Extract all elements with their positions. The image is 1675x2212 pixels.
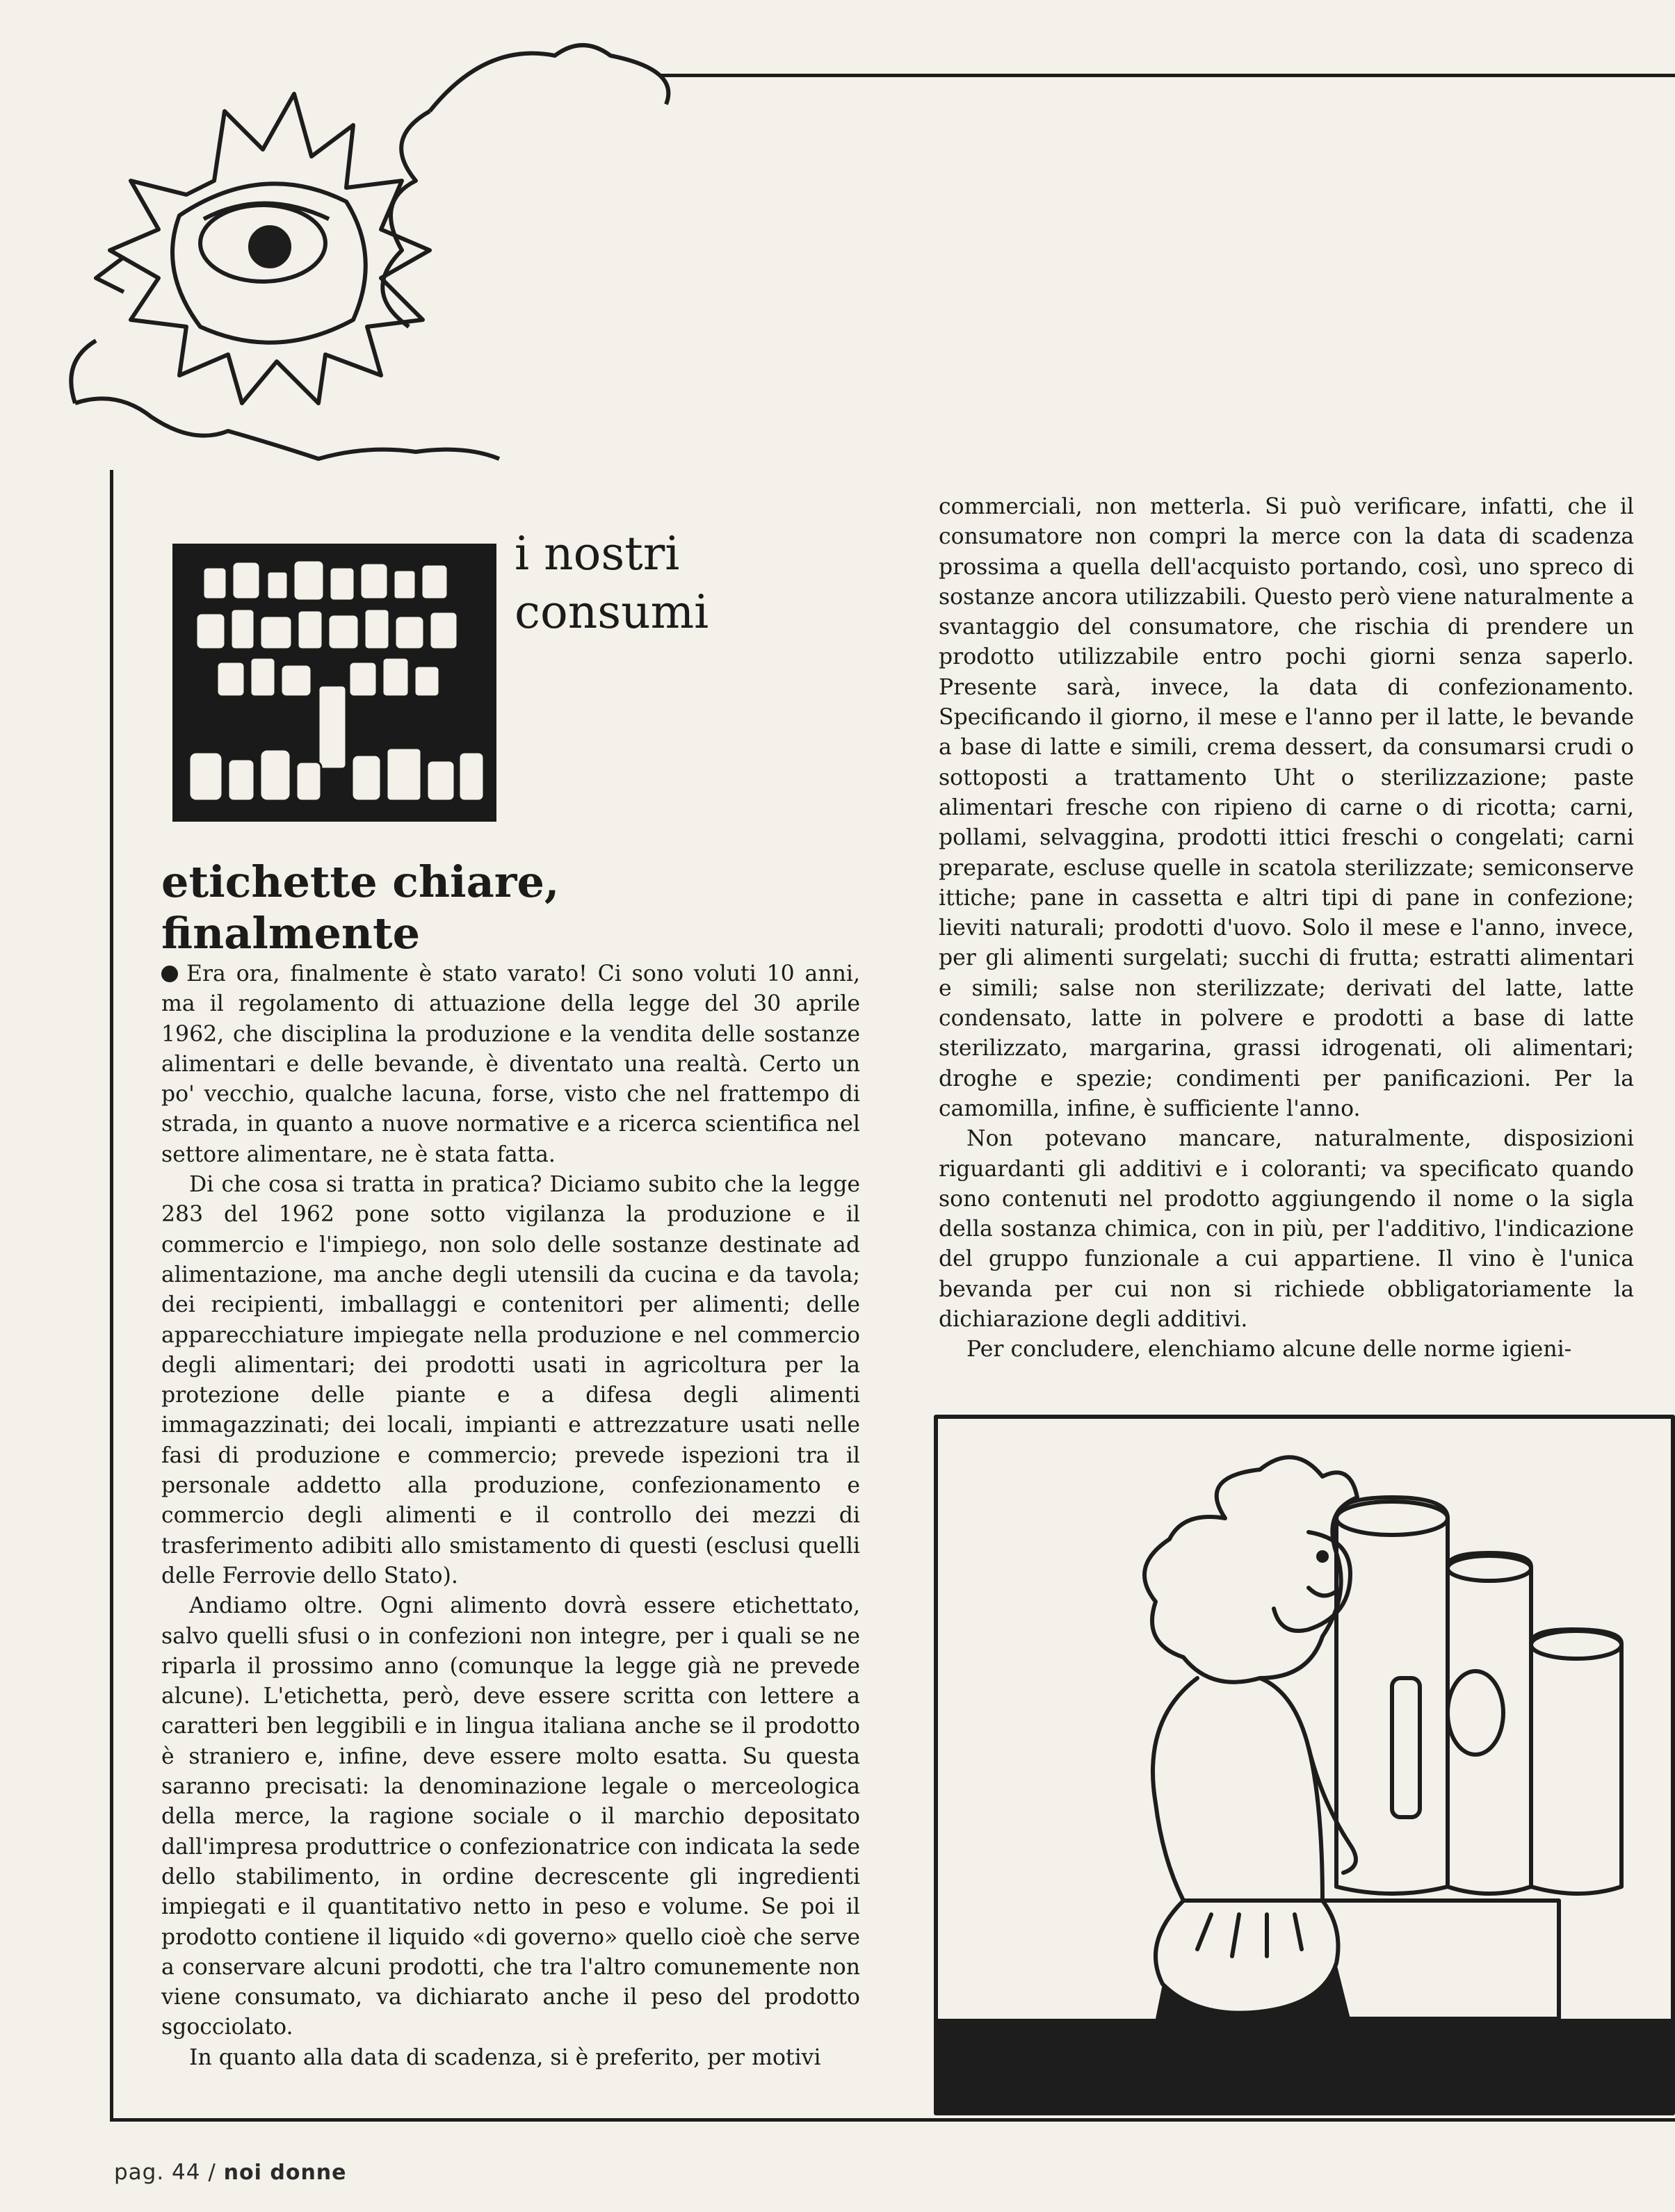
section-label-line: consumi — [515, 585, 709, 639]
paragraph: Di che cosa si tratta in pratica? Diciamo subito che la legge 283 del 1962 pone sotto vigilanza la produzione e il commercio e l'impiego, non solo delle sostanze destinate ad alimentazione, ma anche degli utensili da cucina e da tavola; dei recipienti, imballaggi e contenitori per alimenti; delle apparecchiature impiegate nella produzione e nel commercio degli alimentari; dei prodotti usati in agricoltura per la protezione delle piante e a difesa degli alimenti immagazzinati; dei locali, impianti e attrezzature usati nelle fasi di produzione e commercio; prevede ispezioni tra il personale addetto alla produzione, confezionamento e commercio degli alimenti e il controllo dei mezzi di trasferimento adibiti allo smistamento di questi (esclusi quelli delle Ferrovie dello Stato). — [161, 1172, 860, 1588]
bullet-icon — [161, 966, 178, 982]
left-column — [161, 959, 860, 2073]
woman-with-jars-illustration — [933, 1414, 1675, 2116]
top-rule — [661, 74, 1675, 77]
paragraph: In quanto alla data di scadenza, si è preferito, per motivi — [189, 2044, 821, 2070]
paragraph — [161, 959, 860, 1170]
headline-line: finalmente — [161, 908, 421, 959]
page-number: pag. 44 / — [114, 2160, 216, 2185]
section-label-line: i nostri — [515, 527, 680, 580]
headline-line: etichette chiare, — [161, 856, 560, 907]
magazine-logo: noi donne — [223, 2161, 347, 2185]
paragraph: commerciali, non metterla. Si può verificare, infatti, che il consumatore non compri la merce con la data di scadenza prossima a quella dell'acquisto portando, così, uno spreco di sostanze ancora utilizzabili. Questo però viene naturalmente a svantaggio del consumatore, che rischia di prendere un prodotto utilizzabile entro pochi giorni senza saperlo. Presente sarà, invece, la data di confezionamento. Specificando il giorno, il mese e l'anno per il latte, le bevande a base di latte e simili, crema dessert, da consumarsi crudi o sottoposti a trattamento Uht o sterilizzazione; paste alimentari fresche con ripieno di carne o di ricotta; carni, pollami, selvaggina, prodotti ittici freschi o congelati; carni preparate, escluse quelle in scatola sterilizzate; semiconserve ittiche; pane in cassetta e altri tipi di pane in confezione; lieviti naturali; prodotti d'uovo. Solo il mese e l'anno, invece, per gli alimenti surgelati; succhi di frutta; estratti alimentari e simili; salse non sterilizzate; derivati del latte, latte condensato, latte in polvere e prodotti a base di latte sterilizzato, margarina, grassi idrogenati, oli alimentari; droghe e spezie; condimenti per panificazioni. Per la camomilla, infine, è sufficiente l'anno. — [939, 494, 1634, 1121]
paragraph: Per concludere, elenchiamo alcune delle norme igieni- — [966, 1337, 1572, 1363]
right-column — [939, 492, 1634, 1365]
page-footer — [114, 2160, 347, 2185]
paragraph-text: Era ora, finalmente è stato varato! Ci sono voluti 10 anni, ma il regolamento di attuazione della legge del 30 aprile 1962, che disciplina la produzione e la vendita delle sostanze alimentari e delle bevande, è diventato una realtà. Certo un po' vecchio, qualche lacuna, forse, visto che nel frattempo di strada, in quanto a nuove normative e a ricerca scientifica nel settore alimentare, ne è stata fatta. — [161, 961, 860, 1167]
article-headline — [161, 856, 843, 959]
paragraph: Andiamo oltre. Ogni alimento dovrà essere etichettato, salvo quelli sfusi o in confezioni non integre, per i quali se ne riparla il prossimo anno (comunque la legge già ne prevede alcune). L'etichetta, però, deve essere scritta con lettere a caratteri ben leggibili e in lingua italiana anche se il prodotto è straniero e, infine, deve essere molto esatta. Su questa saranno precisati: la denominazione legale o merceologica della merce, la ragione sociale o il marchio depositato dall'impresa produttrice o confezionatrice con indicata la sede dello stabilimento, in ordine decrescente gli ingredienti impiegati e il quantitativo netto in peso e volume. Se poi il prodotto contiene il liquido «di governo» quello cioè che serve a conservare alcuni prodotti, che tra l'altro comunemente non viene consumato, va dichiarato anche il peso del prodotto sgocciolato. — [161, 1593, 860, 2040]
paragraph: Non potevano mancare, naturalmente, disposizioni riguardanti gli additivi e i coloranti; va specificato quando sono contenuti nel prodotto aggiungendo il nome o la sigla della sostanza chimica, con in più, per l'additivo, l'indicazione del gruppo funzionale a cui appartiene. Il vino è l'unica bevanda per cui non si richiede obbligatoriamente la dichiarazione degli additivi. — [939, 1126, 1634, 1333]
sun-cloud-illustration — [54, 28, 708, 487]
section-label — [515, 525, 765, 642]
jar-tree-icon — [172, 544, 496, 822]
